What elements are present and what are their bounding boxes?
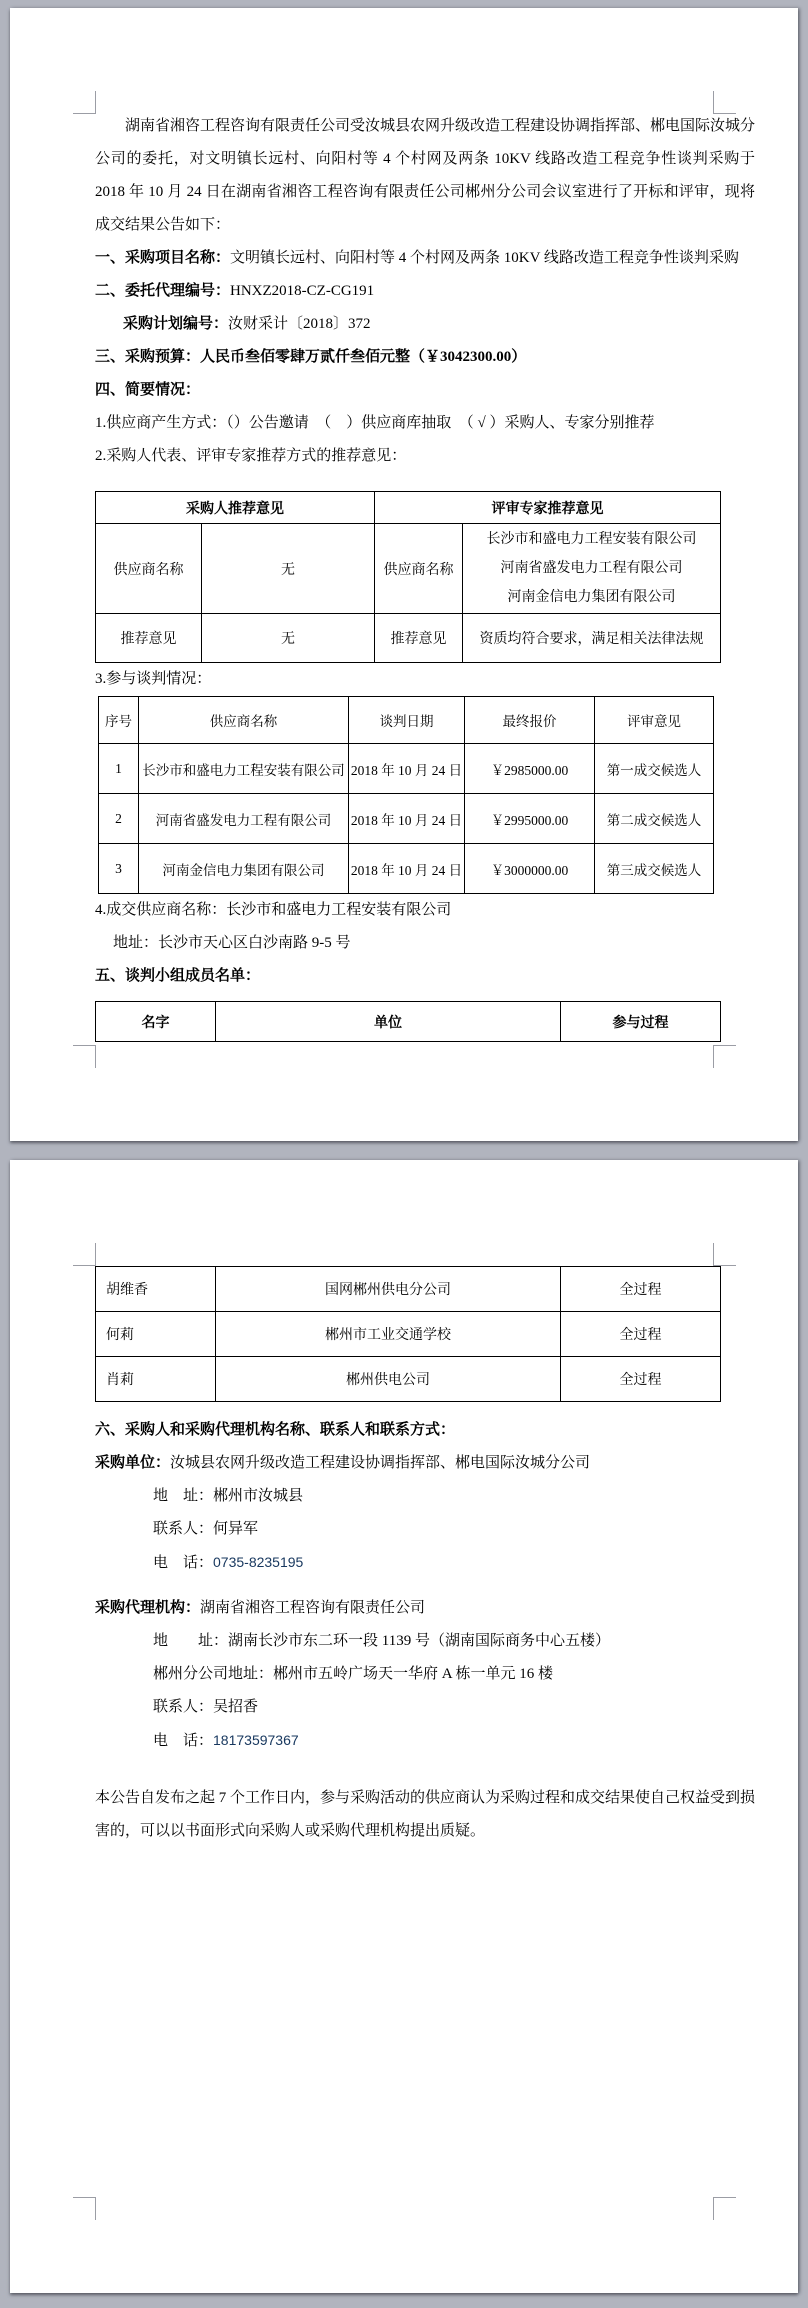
member-name: 肖莉 <box>96 1357 216 1402</box>
table-row <box>96 524 721 614</box>
section-1-project-name <box>95 242 755 275</box>
recommendation-table-header-row <box>96 492 721 524</box>
supplier-name-label-expert: 供应商名称 <box>375 524 463 614</box>
members-table-header-row <box>96 1002 721 1042</box>
section-1-value: 文明镇长远村、向阳村等 4 个村网及两条 10KV 线路改造工程竞争性谈判采购 <box>230 250 739 266</box>
member-name: 胡维香 <box>96 1267 216 1312</box>
member-participation: 全过程 <box>561 1312 721 1357</box>
opinion-cell: 第二成交候选人 <box>595 794 714 844</box>
plan-number-value: 汝财采计〔2018〕372 <box>228 316 371 332</box>
col-header-seq: 序号 <box>99 697 139 744</box>
plan-number-label: 采购计划编号： <box>123 316 229 332</box>
page-2-content <box>10 1160 798 1848</box>
section-4-summary-heading: 四、简要情况： <box>95 382 201 398</box>
section-5-members-heading: 五、谈判小组成员名单： <box>95 968 261 984</box>
expert-opinion-value: 资质均符合要求，满足相关法律法规 <box>463 614 721 663</box>
agent-label: 采购代理机构： <box>95 1600 201 1616</box>
col-header-opinion: 评审意见 <box>595 697 714 744</box>
section-1-label: 一、采购项目名称： <box>95 250 231 266</box>
members-table-continued <box>95 1266 721 1402</box>
section-6-contacts-heading: 六、采购人和采购代理机构名称、联系人和联系方式： <box>95 1422 456 1438</box>
supplier-cell: 河南省盛发电力工程有限公司 <box>139 794 349 844</box>
opinion-label-buyer: 推荐意见 <box>96 614 202 663</box>
agent-phone-line <box>95 1724 755 1758</box>
buyer-address-line: 地 址：郴州市汝城县 <box>153 1488 304 1504</box>
date-cell: 2018 年 10 月 24 日 <box>349 844 465 894</box>
buyer-suppliers-value: 无 <box>202 524 375 614</box>
buyer-phone-number: 0735-8235195 <box>213 1554 304 1570</box>
date-cell: 2018 年 10 月 24 日 <box>349 794 465 844</box>
member-name: 何莉 <box>96 1312 216 1357</box>
margin-crop-mark-bottom-left <box>73 1045 96 1068</box>
margin-crop-mark-top-left <box>73 1243 96 1266</box>
expert-supplier-1: 长沙市和盛电力工程安装有限公司 <box>486 532 697 547</box>
col-header-supplier: 供应商名称 <box>139 697 349 744</box>
winner-line: 4.成交供应商名称：长沙市和盛电力工程安装有限公司 <box>95 902 452 918</box>
document-page-2 <box>10 1160 798 2293</box>
agent-line <box>95 1592 755 1625</box>
opinion-label-expert: 推荐意见 <box>375 614 463 663</box>
margin-crop-mark-bottom-right <box>713 2197 736 2220</box>
member-unit: 郴州供电公司 <box>216 1357 561 1402</box>
buyer-phone-line <box>95 1546 755 1580</box>
expert-recommendation-header: 评审专家推荐意见 <box>375 492 721 524</box>
col-header-date: 谈判日期 <box>349 697 465 744</box>
supplier-cell: 河南金信电力集团有限公司 <box>139 844 349 894</box>
supplier-cell: 长沙市和盛电力工程安装有限公司 <box>139 744 349 794</box>
member-unit: 国网郴州供电分公司 <box>216 1267 561 1312</box>
col-header-participation: 参与过程 <box>561 1002 721 1042</box>
expert-supplier-3: 河南金信电力集团有限公司 <box>507 590 676 605</box>
col-header-name: 名字 <box>96 1002 216 1042</box>
opinion-cell: 第三成交候选人 <box>595 844 714 894</box>
negotiation-table-header-row <box>99 697 714 744</box>
price-cell: ￥2985000.00 <box>465 744 595 794</box>
plan-number-line <box>95 308 755 341</box>
winner-address-line: 地址：长沙市天心区白沙南路 9-5 号 <box>113 935 351 951</box>
section-3-budget: 三、采购预算：人民币叁佰零肆万贰仟叁佰元整（￥3042300.00） <box>95 349 527 365</box>
document-page-1 <box>10 8 798 1141</box>
seq-cell: 1 <box>99 744 139 794</box>
section-2-label: 二、委托代理编号： <box>95 283 231 299</box>
table-row <box>99 794 714 844</box>
buyer-recommendation-header: 采购人推荐意见 <box>96 492 375 524</box>
member-participation: 全过程 <box>561 1267 721 1312</box>
seq-cell: 2 <box>99 794 139 844</box>
section-2-value: HNXZ2018-CZ-CG191 <box>230 283 375 299</box>
price-cell: ￥2995000.00 <box>465 794 595 844</box>
margin-crop-mark-top-right <box>713 91 736 114</box>
agent-branch-address-line: 郴州分公司地址：郴州市五岭广场天一华府 A 栋一单元 16 楼 <box>153 1666 554 1682</box>
expert-suppliers-value <box>463 524 721 614</box>
buyer-unit-line <box>95 1447 755 1480</box>
table-row <box>96 1267 721 1312</box>
table-row <box>96 1357 721 1402</box>
page-1-content <box>10 8 798 1042</box>
table-row <box>99 744 714 794</box>
buyer-contact-line: 联系人：何异军 <box>153 1521 259 1537</box>
table-row <box>96 614 721 663</box>
table-row <box>99 844 714 894</box>
members-table-header <box>95 1001 721 1042</box>
col-header-unit: 单位 <box>216 1002 561 1042</box>
buyer-unit-value: 汝城县农网升级改造工程建设协调指挥部、郴电国际汝城分公司 <box>170 1455 591 1471</box>
expert-supplier-2: 河南省盛发电力工程有限公司 <box>500 561 683 576</box>
recommend-intro-line: 2.采购人代表、评审专家推荐方式的推荐意见： <box>95 448 407 464</box>
supplier-origin-line: 1.供应商产生方式：（）公告邀请 （ ）供应商库抽取 （ √ ）采购人、专家分别推荐 <box>95 415 655 431</box>
seq-cell: 3 <box>99 844 139 894</box>
agent-value: 湖南省湘咨工程咨询有限责任公司 <box>200 1600 426 1616</box>
section-2-agency-number <box>95 275 755 308</box>
opinion-cell: 第一成交候选人 <box>595 744 714 794</box>
margin-crop-mark-bottom-left <box>73 2197 96 2220</box>
date-cell: 2018 年 10 月 24 日 <box>349 744 465 794</box>
price-cell: ￥3000000.00 <box>465 844 595 894</box>
agent-contact-line: 联系人：吴招香 <box>153 1699 259 1715</box>
document-viewer <box>0 8 808 2308</box>
agent-phone-number: 18173597367 <box>213 1732 299 1748</box>
negotiation-intro-line: 3.参与谈判情况： <box>95 671 212 687</box>
margin-crop-mark-top-left <box>73 91 96 114</box>
margin-crop-mark-top-right <box>713 1243 736 1266</box>
agent-phone-label: 电 话： <box>153 1733 214 1749</box>
negotiation-table <box>98 696 714 894</box>
member-unit: 郴州市工业交通学校 <box>216 1312 561 1357</box>
buyer-opinion-value: 无 <box>202 614 375 663</box>
col-header-price: 最终报价 <box>465 697 595 744</box>
margin-crop-mark-bottom-right <box>713 1045 736 1068</box>
intro-paragraph: 湖南省湘咨工程咨询有限责任公司受汝城县农网升级改造工程建设协调指挥部、郴电国际汝城分公司的委托，对文明镇长远村、向阳村等 4 个村网及两条 10KV 线路改造工程竞争性谈判采购于 2018 年 10 月 24 日在湖南省湘咨工程咨询有限责任公司郴州分公司会议室进行了开标和评审，现将成交结果公告如下： <box>95 118 756 233</box>
buyer-unit-label: 采购单位： <box>95 1455 171 1471</box>
table-row <box>96 1312 721 1357</box>
objection-notice-paragraph: 本公告自发布之起 7 个工作日内，参与采购活动的供应商认为采购过程和成交结果使自己权益受到损害的，可以以书面形式向采购人或采购代理机构提出质疑。 <box>95 1790 756 1839</box>
buyer-phone-label: 电 话： <box>153 1555 214 1571</box>
member-participation: 全过程 <box>561 1357 721 1402</box>
recommendation-table <box>95 491 721 663</box>
agent-address-line: 地 址：湖南长沙市东二环一段 1139 号（湖南国际商务中心五楼） <box>153 1633 610 1649</box>
supplier-name-label-buyer: 供应商名称 <box>96 524 202 614</box>
